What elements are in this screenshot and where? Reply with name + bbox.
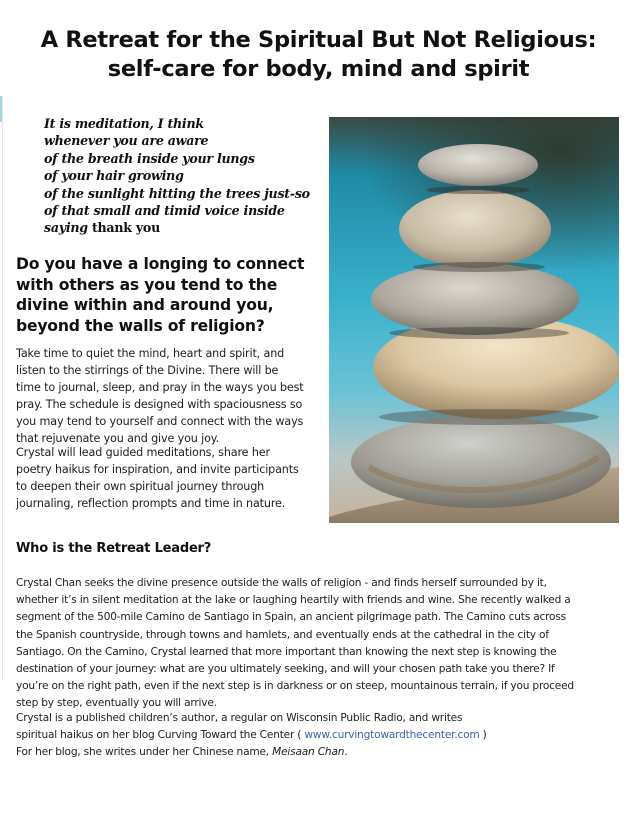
poem-line: of that small and timid voice inside: [44, 203, 285, 219]
poem-line: whenever you are aware: [44, 133, 209, 149]
stones-illustration: [329, 117, 619, 523]
text-line: the Spanish countryside, through towns and hamlets, and eventually ends at the cathedral in the city of: [16, 628, 549, 641]
poem-upright-words: thank you: [87, 220, 160, 236]
title-line-2: self-care for body, mind and spirit: [107, 56, 530, 82]
pen-name: Meisaan Chan: [272, 746, 345, 759]
text-line: Crystal is a published children’s author, a regular on Wisconsin Public Radio, and writes: [16, 712, 463, 724]
text-line: destination of your journey: what are you ultimately seeking, and will your chosen path take you there? If: [16, 663, 555, 676]
poem-line: of the breath inside your lungs: [44, 150, 255, 166]
intro-paragraph-2: [16, 444, 316, 512]
text-line: pray. The schedule is designed with spaciousness so: [16, 398, 303, 411]
text-line-pen-name: [16, 744, 626, 761]
left-margin-rule: [2, 96, 3, 681]
text-line: Crystal Chan seeks the divine presence outside the walls of religion - and finds herself surrounded by it,: [16, 577, 547, 589]
question-line: Do you have a longing to connect: [16, 255, 305, 273]
poem-italic-word: saying: [44, 220, 88, 236]
text-line: to deepen their own spiritual journey through: [16, 480, 265, 493]
question-line: with others as you tend to the: [16, 275, 278, 294]
pen-name-prefix: For her blog, she writes under her Chinese name,: [16, 746, 273, 759]
text-line: you may tend to yourself and connect with the ways: [16, 415, 304, 428]
text-line: segment of the 500-mile Camino de Santiago in Spain, an ancient pilgrimage path. The Camino cuts across: [16, 611, 566, 624]
text-line-with-link: [16, 727, 626, 744]
page-title: [0, 26, 637, 84]
leader-section-heading: Who is the Retreat Leader?: [16, 541, 212, 556]
poem: [44, 115, 324, 237]
stacked-stones-photo: [329, 117, 619, 523]
pen-name-suffix: .: [344, 746, 348, 759]
blog-link[interactable]: www.curvingtowardthecenter.com: [304, 729, 480, 742]
text-line: step by step, eventually you will arrive.: [16, 697, 217, 710]
text-line: time to journal, sleep, and pray in the ways you best: [16, 381, 304, 394]
poem-line-last: [44, 219, 324, 236]
left-margin-accent: [0, 96, 2, 122]
question-line: beyond the walls of religion?: [16, 316, 265, 335]
text-line: poetry haikus for inspiration, and invite participants: [16, 463, 299, 476]
text-line: listen to the stirrings of the Divine. There will be: [16, 364, 279, 377]
text-line: journaling, reflection prompts and time in nature.: [16, 497, 286, 510]
blog-text-suffix: ): [479, 729, 487, 742]
poem-line: of the sunlight hitting the trees just-so: [44, 185, 310, 201]
question-line: divine within and around you,: [16, 296, 274, 315]
leader-bio-paragraph: [16, 575, 626, 713]
intro-question-heading: [16, 254, 316, 336]
poem-line: It is meditation, I think: [44, 116, 204, 131]
text-line: Crystal will lead guided meditations, share her: [16, 446, 270, 459]
text-line: whether it’s in silent meditation at the lake or laughing heartily with friends and wine. She recently walked a: [16, 594, 571, 607]
poem-line: of your hair growing: [44, 168, 184, 184]
title-line-1: A Retreat for the Spiritual But Not Religious:: [40, 27, 597, 53]
intro-paragraph-1: [16, 345, 316, 447]
text-line: you’re on the right path, even if the next step is in darkness or on steep, mountainous terrain, if you proceed: [16, 680, 574, 693]
text-line: Santiago. On the Camino, Crystal learned that more important than knowing the next step is knowing the: [16, 645, 557, 658]
text-line: that rejuvenate you and give you joy.: [16, 432, 220, 445]
leader-closing-paragraph: [16, 710, 626, 762]
blog-text-prefix: spiritual haikus on her blog Curving Toward the Center (: [16, 729, 305, 742]
text-line: Take time to quiet the mind, heart and spirit, and: [16, 347, 285, 360]
